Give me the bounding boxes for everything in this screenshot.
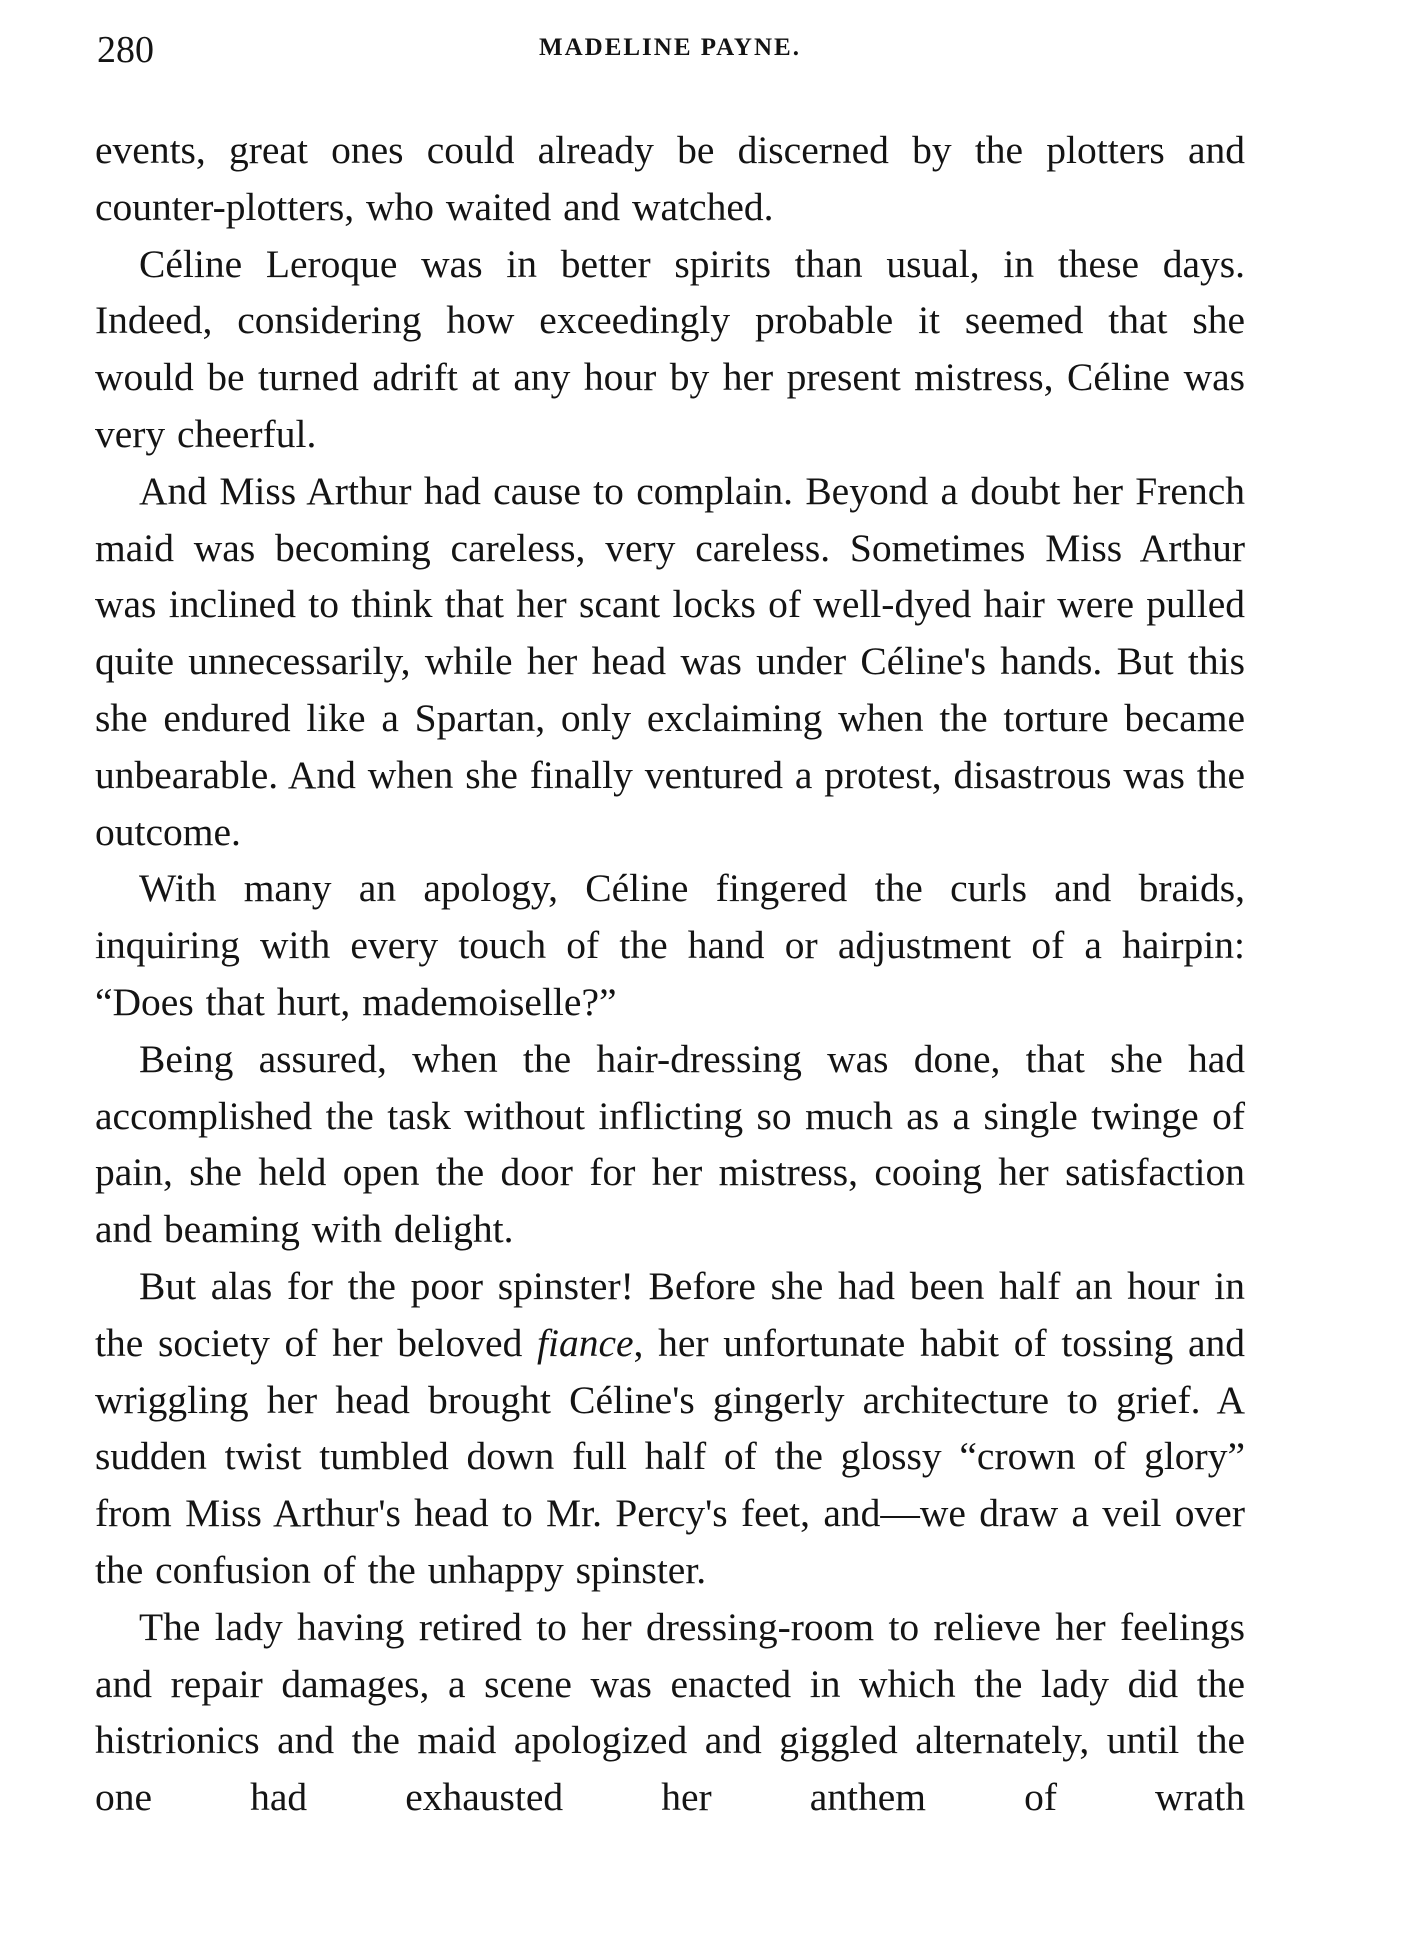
body-text [95,122,1245,1826]
paragraph-3: And Miss Arthur had cause to complain. Beyond a doubt her French maid was becoming careless, very careless. Sometimes Miss Arthur was inclined to think that her scant locks of well-dyed hair were pulled quite unnecessarily, while her head was under Céline's hands. But this she endured like a Spartan, only exclaiming when the torture became unbearable. And when she finally ventured a protest, disastrous was the outcome. [95,468,1245,854]
paragraph-5: Being assured, when the hair-dressing was done, that she had accomplished the task without inflicting so much as a single twinge of pain, she held open the door for her mistress, cooing her satisfaction and beaming with delight. [95,1036,1245,1252]
paragraph-1: events, great ones could already be discerned by the plotters and counter-plotters, who waited and watched. [95,128,1245,229]
running-title: MADELINE PAYNE. [539,34,801,61]
page-header [97,24,1243,84]
paragraph-6-end: , her unfortunate habit of tossing and wriggling her head brought Céline's gingerly architecture to grief. A sudden twist tumbled down full half of the glossy “crown of glory” from Miss Arthur's head to Mr. Percy's feet, and—we draw a veil over the confusion of the unhappy spinster. [95,1320,1245,1592]
paragraph-6 [95,1258,1245,1599]
paragraph-6-start: But alas for the poor spinster! Before she had been half an hour in the society of her beloved [95,1263,1245,1365]
paragraph-4: With many an apology, Céline fingered the curls and braids, inquiring with every touch of the hand or adjustment of a hairpin: “Does that hurt, mademoiselle?” [95,866,1245,1024]
paragraph-7: The lady having retired to her dressing-room to relieve her feelings and repair damages, a scene was enacted in which the lady did the histrionics and the maid apologized and giggled alternately, until the one had exhausted her anthem of wrath [95,1604,1245,1820]
italic-fiance: fiance [537,1320,634,1365]
paragraph-2: Céline Leroque was in better spirits than usual, in these days. Indeed, considering how exceedingly probable it seemed that she would be turned adrift at any hour by her present mistress, Céline was very cheerful. [95,241,1245,456]
page-number: 280 [97,29,154,71]
